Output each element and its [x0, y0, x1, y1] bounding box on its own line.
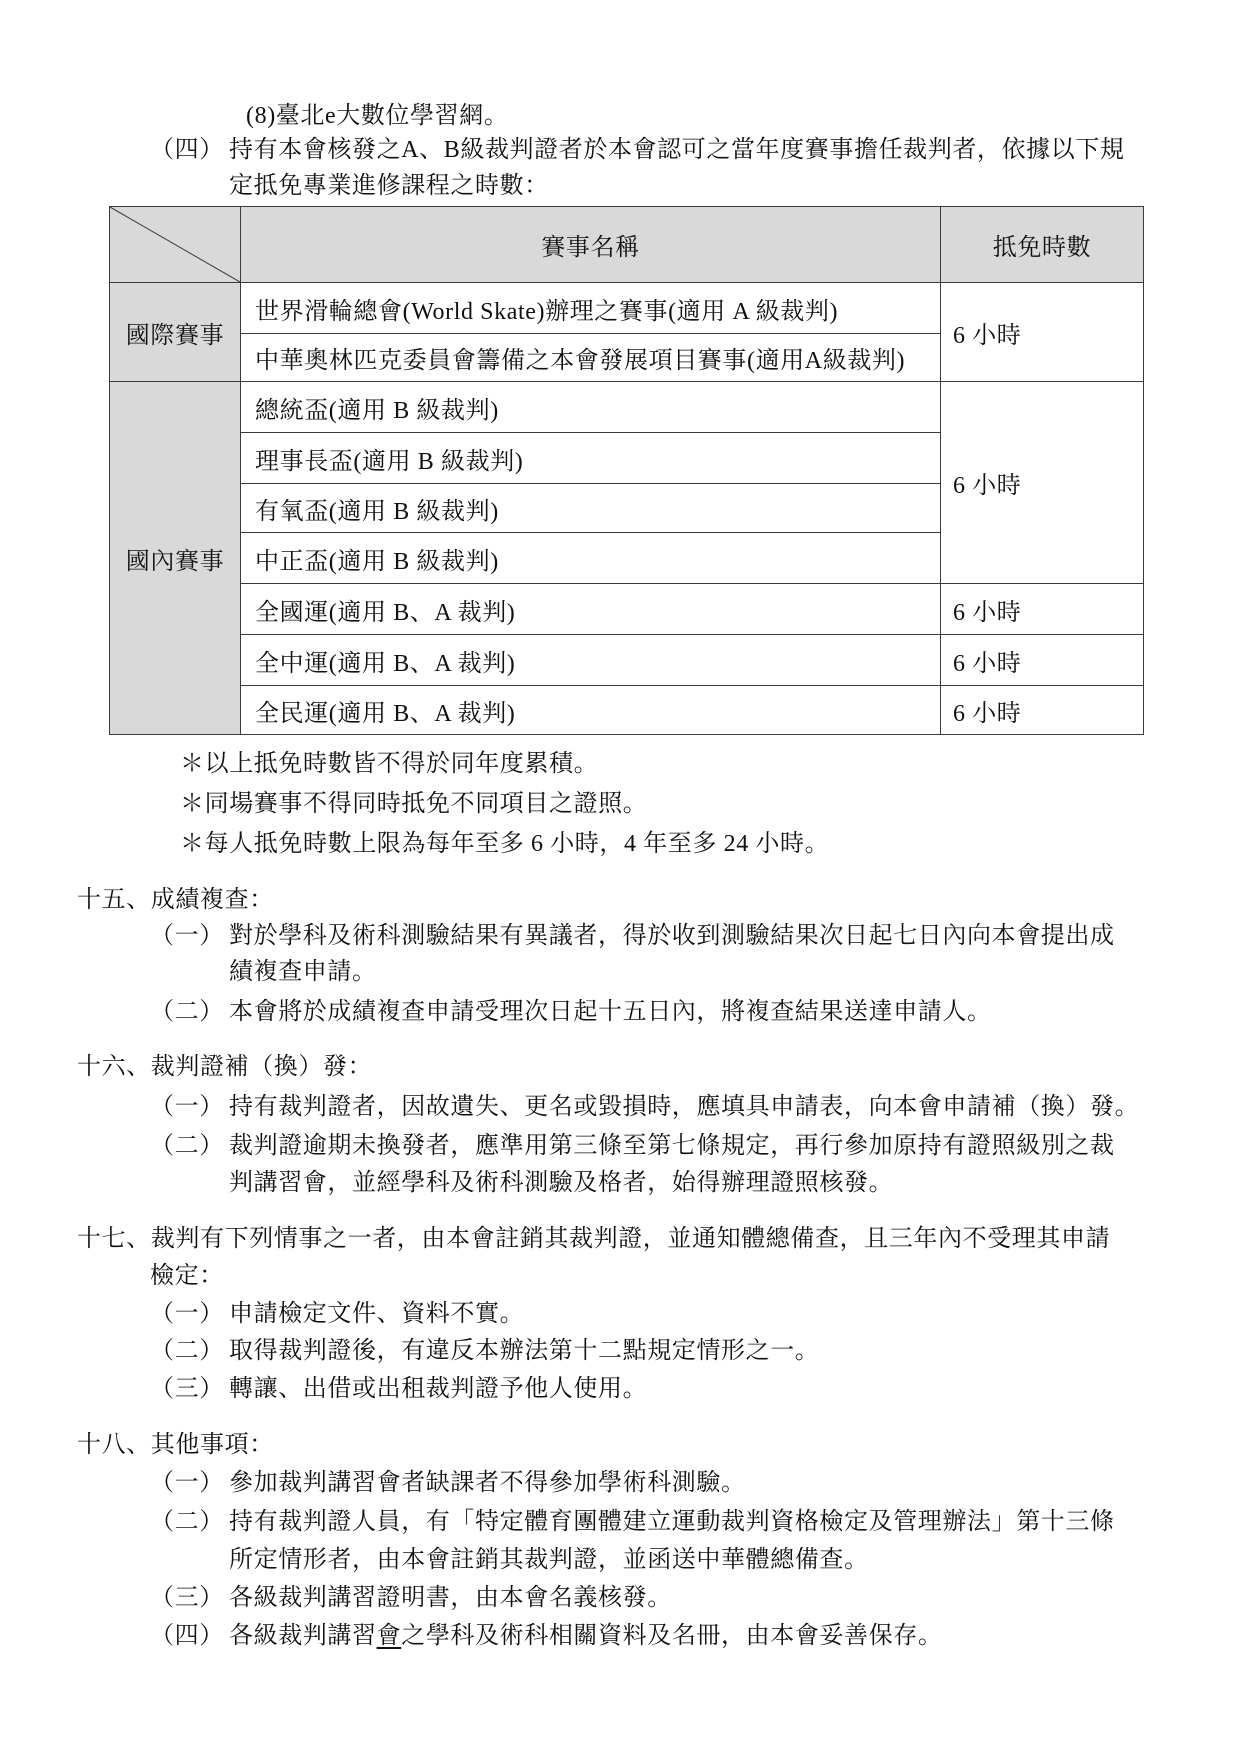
exemption-hours-table [109, 206, 1143, 735]
section-18-item-4-line-1 [229, 1621, 942, 1651]
hours-cell: 6 小時 [941, 635, 1144, 686]
segment-text: 各級裁判講習 [229, 1623, 377, 1649]
header-diagonal-cell [110, 207, 241, 283]
underlined-segment: 會 [376, 1623, 402, 1649]
table-header-row [110, 207, 1144, 283]
section-15-item-2-label: （二） [150, 999, 224, 1025]
section-15-item-1-line-2: 績複查申請。 [229, 959, 377, 985]
section-17-heading-line-1: 十七、裁判有下列情事之一者，由本會註銷其裁判證，並通知體總備查，且三年內不受理其申請 [77, 1226, 1111, 1252]
section-15-item-2-line-1: 本會將於成績複查申請受理次日起十五日內，將複查結果送達申請人。 [229, 999, 992, 1025]
section-15-item-1-line-1: 對於學科及術科測驗結果有異議者，得於收到測驗結果次日起七日內向本會提出成 [229, 923, 1115, 949]
table-row [110, 686, 1144, 735]
section-18-item-3-line-1: 各級裁判講習證明書，由本會名義核發。 [229, 1585, 672, 1611]
section-17-heading-line-2: 檢定： [150, 1263, 224, 1289]
item-4-label: （四） [150, 137, 224, 163]
section-18-item-2-line-1: 持有裁判證人員，有「特定體育團體建立運動裁判資格檢定及管理辦法」第十三條 [229, 1509, 1115, 1535]
section-18-item-3-label: （三） [150, 1585, 224, 1611]
header-hours: 抵免時數 [941, 207, 1144, 283]
item-4-line-2: 定抵免專業進修課程之時數： [229, 173, 549, 199]
hours-cell: 6 小時 [941, 584, 1144, 635]
section-16-heading: 十六、裁判證補（換）發： [77, 1054, 373, 1080]
section-17-item-3-label: （三） [150, 1376, 224, 1402]
section-15-item-1-label: （一） [150, 923, 224, 949]
note-3: ＊每人抵免時數上限為每年至多 6 小時，4 年至多 24 小時。 [180, 831, 830, 857]
section-16-item-1-line-1: 持有裁判證者，因故遺失、更名或毀損時，應填具申請表，向本會申請補（換）發。 [229, 1094, 1140, 1120]
item-4-line-1: 持有本會核發之A、B級裁判證者於本會認可之當年度賽事擔任裁判者，依據以下規 [229, 137, 1125, 163]
section-18-heading: 十八、其他事項： [77, 1432, 274, 1458]
table-row [110, 584, 1144, 635]
section-18-item-2-line-2: 所定情形者，由本會註銷其裁判證，並函送中華體總備查。 [229, 1547, 869, 1573]
table [109, 206, 1144, 735]
section-16-item-2-line-2: 判講習會，並經學科及術科測驗及格者，始得辦理證照核發。 [229, 1170, 894, 1196]
event-cell: 中正盃(適用 B 級裁判) [241, 533, 941, 584]
header-event-name: 賽事名稱 [241, 207, 941, 283]
event-cell: 有氧盃(適用 B 級裁判) [241, 484, 941, 533]
table-row [110, 635, 1144, 686]
event-cell: 理事長盃(適用 B 級裁判) [241, 433, 941, 484]
diagonal-line [110, 207, 240, 282]
hours-cell: 6 小時 [941, 283, 1144, 382]
section-17-item-2-label: （二） [150, 1338, 224, 1364]
section-16-item-2-label: （二） [150, 1133, 224, 1159]
section-17-item-2-line-1: 取得裁判證後，有違反本辦法第十二點規定情形之一。 [229, 1338, 820, 1364]
group-domestic: 國內賽事 [110, 382, 241, 735]
table-row [110, 283, 1144, 334]
table-row [110, 382, 1144, 433]
event-cell: 中華奧林匹克委員會籌備之本會發展項目賽事(適用A級裁判) [241, 334, 941, 382]
segment-text: 之學科及術科相關資料及名冊，由本會妥善保存。 [401, 1623, 943, 1649]
section-17-item-1-line-1: 申請檢定文件、資料不實。 [229, 1301, 525, 1327]
item-8-text: (8)臺北e大數位學習網。 [246, 103, 509, 129]
section-15-heading: 十五、成績複查： [77, 887, 274, 913]
note-2: ＊同場賽事不得同時抵免不同項目之證照。 [180, 791, 648, 817]
event-cell: 全中運(適用 B、A 裁判) [241, 635, 941, 686]
event-cell: 世界滑輪總會(World Skate)辦理之賽事(適用 A 級裁判) [241, 283, 941, 334]
hours-cell: 6 小時 [941, 686, 1144, 735]
section-18-item-1-line-1: 參加裁判講習會者缺課者不得參加學術科測驗。 [229, 1470, 746, 1496]
section-17-item-3-line-1: 轉讓、出借或出租裁判證予他人使用。 [229, 1376, 648, 1402]
section-18-item-1-label: （一） [150, 1470, 224, 1496]
hours-cell: 6 小時 [941, 382, 1144, 584]
section-18-item-4-label: （四） [150, 1623, 224, 1649]
event-cell: 全民運(適用 B、A 裁判) [241, 686, 941, 735]
event-cell: 全國運(適用 B、A 裁判) [241, 584, 941, 635]
event-cell: 總統盃(適用 B 級裁判) [241, 382, 941, 433]
section-16-item-2-line-1: 裁判證逾期未換發者，應準用第三條至第七條規定，再行參加原持有證照級別之裁 [229, 1133, 1115, 1159]
group-international: 國際賽事 [110, 283, 241, 382]
section-18-item-2-label: （二） [150, 1509, 224, 1535]
section-16-item-1-label: （一） [150, 1094, 224, 1120]
section-17-item-1-label: （一） [150, 1301, 224, 1327]
note-1: ＊以上抵免時數皆不得於同年度累積。 [180, 751, 599, 777]
